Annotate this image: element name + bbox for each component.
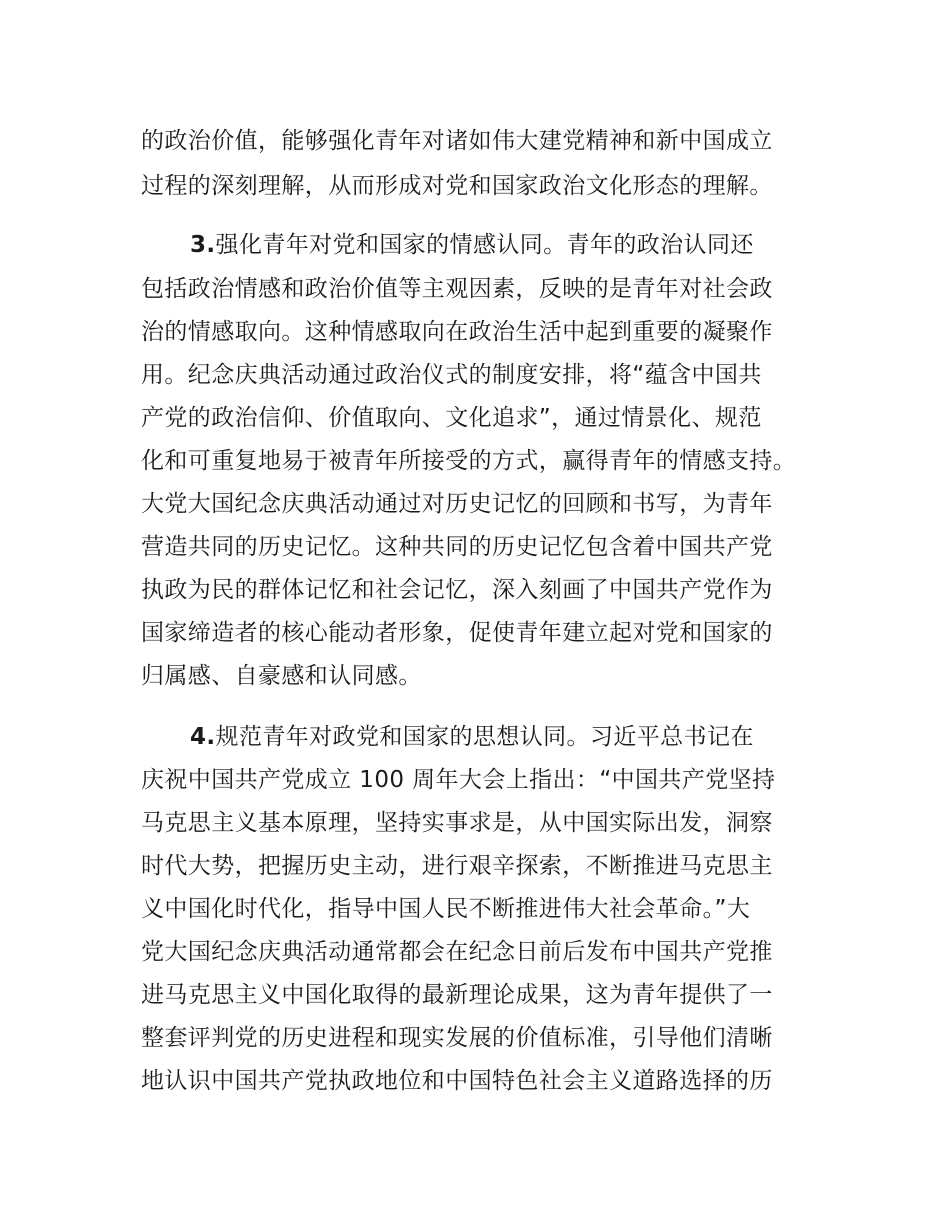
- text-line: 归属感、自豪感和认同感。: [141, 663, 422, 689]
- paragraph-3-heading-text: 强化青年对党和国家的情感认同。青年的政治认同还: [215, 232, 754, 258]
- text-line: 化和可重复地易于被青年所接受的方式，赢得青年的情感支持。: [141, 448, 797, 474]
- paragraph-4-number: 4.: [190, 724, 216, 750]
- text-line: 国家缔造者的核心能动者形象，促使青年建立起对党和国家的: [141, 620, 773, 646]
- text-line: 治的情感取向。这种情感取向在政治生活中起到重要的凝聚作: [141, 319, 773, 345]
- text-line: 时代大势，把握历史主动，进行艰辛探索，不断推进马克思主: [141, 853, 773, 879]
- text-line: 进马克思主义中国化取得的最新理论成果，这为青年提供了一: [141, 982, 773, 1008]
- text-line: 党大国纪念庆典活动通常都会在纪念日前后发布中国共产党推: [141, 939, 773, 965]
- text-line: 过程的深刻理解，从而形成对党和国家政治文化形态的理解。: [141, 173, 773, 199]
- text-line: 营造共同的历史记忆。这种共同的历史记忆包含着中国共产党: [141, 534, 773, 560]
- text-line: 包括政治情感和政治价值等主观因素，反映的是青年对社会政: [141, 276, 773, 302]
- text-line: 大党大国纪念庆典活动通过对历史记忆的回顾和书写，为青年: [141, 491, 773, 517]
- text-line: 马克思主义基本原理，坚持实事求是，从中国实际出发，洞察: [141, 810, 773, 836]
- paragraph-4-first-line: [190, 721, 754, 753]
- text-line: 执政为民的群体记忆和社会记忆，深入刻画了中国共产党作为: [141, 577, 773, 603]
- text-line: 义中国化时代化，指导中国人民不断推进伟大社会革命。”大: [141, 896, 751, 922]
- text-line: 整套评判党的历史进程和现实发展的价值标准，引导他们清晰: [141, 1025, 773, 1051]
- text-line: 庆祝中国共产党成立 100 周年大会上指出：“中国共产党坚持: [141, 767, 776, 793]
- paragraph-3-first-line: [190, 229, 754, 261]
- text-line: 用。纪念庆典活动通过政治仪式的制度安排，将“蕴含中国共: [141, 362, 762, 388]
- text-line: 的政治价值，能够强化青年对诸如伟大建党精神和新中国成立: [141, 128, 773, 154]
- text-line: 产党的政治信仰、价值取向、文化追求”，通过情景化、规范: [141, 405, 762, 431]
- text-line: 地认识中国共产党执政地位和中国特色社会主义道路选择的历: [141, 1068, 773, 1094]
- paragraph-4-heading-text: 规范青年对政党和国家的思想认同。习近平总书记在: [215, 724, 754, 750]
- paragraph-3-number: 3.: [190, 232, 216, 258]
